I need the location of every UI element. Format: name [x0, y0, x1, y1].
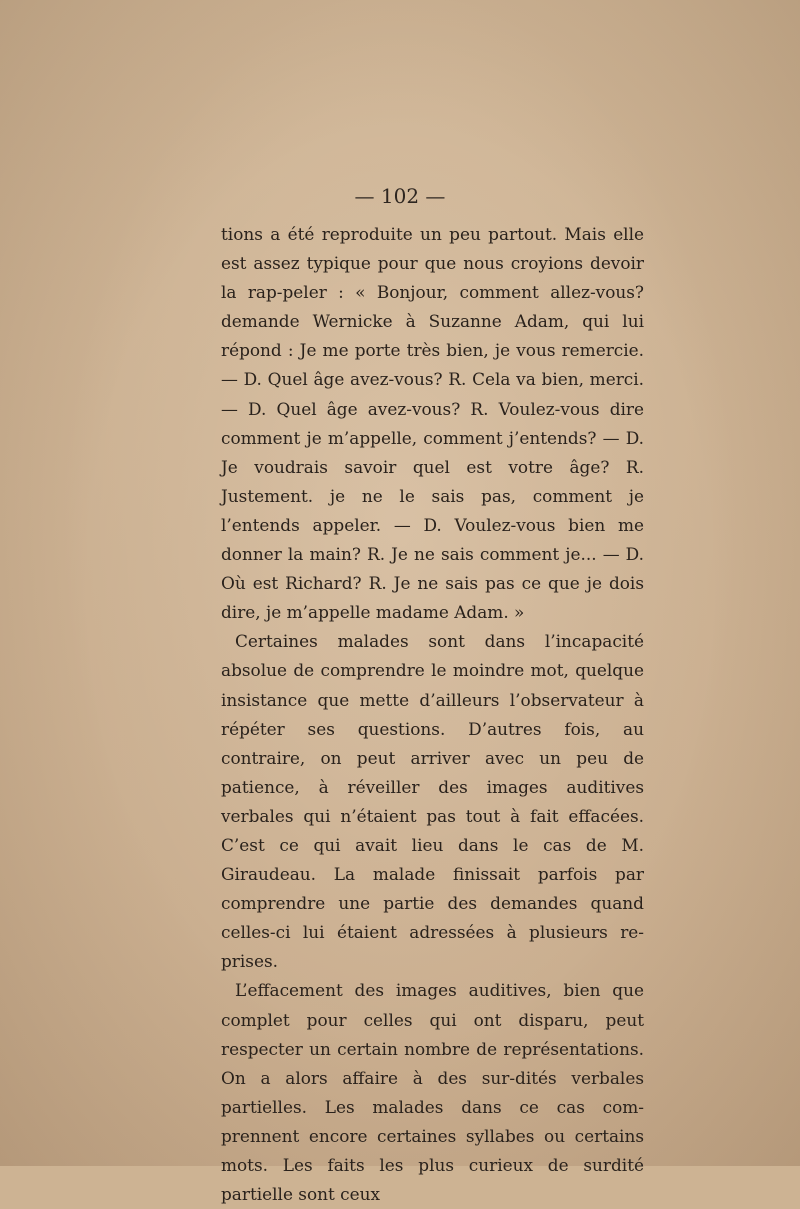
- paragraph-1: tions a été reproduite un peu partout. Mais elle est assez typique pour que nous croyions devoir la rap-peler : « Bonjour, comment allez-vous? demande Wernicke à Suzanne Adam, qui lui répond : Je me porte très bien, je vous remercie. — D. Quel âge avez-vous? R. Cela va bien, merci. — D. Quel âge avez-vous? R. Voulez-vous dire comment je m’appelle, comment j’entends? — D. Je voudrais savoir quel est votre âge? R. Justement. je ne le sais pas, comment je l’entends appeler. — D. Voulez-vous bien me donner la main? R. Je ne sais comment je... — D. Où est Richard? R. Je ne sais pas ce que je dois dire, je m’appelle madame Adam. »: [221, 224, 644, 623]
- page-number: — 102 —: [354, 184, 446, 208]
- paragraph-3: L’effacement des images auditives, bien que complet pour celles qui ont disparu, peut respecter un certain nombre de représentations. On a alors affaire à des sur-dités verbales partielles. Les malades dans ce cas com-prennent encore certaines syllabes ou certains mots. Les faits les plus curieux de surdité partielle sont ceux: [221, 980, 644, 1205]
- body-text: [221, 220, 644, 1209]
- paragraph-2: Certaines malades sont dans l’incapacité absolue de comprendre le moindre mot, quelque insistance que mette d’ailleurs l’observateur à répéter ses questions. D’autres fois, au contraire, on peut arriver avec un peu de patience, à réveiller des images auditives verbales qui n’étaient pas tout à fait effacées. C’est ce qui avait lieu dans le cas de M. Giraudeau. La malade finissait parfois par comprendre une partie des demandes quand celles-ci lui étaient adressées à plusieurs re-prises.: [221, 631, 644, 972]
